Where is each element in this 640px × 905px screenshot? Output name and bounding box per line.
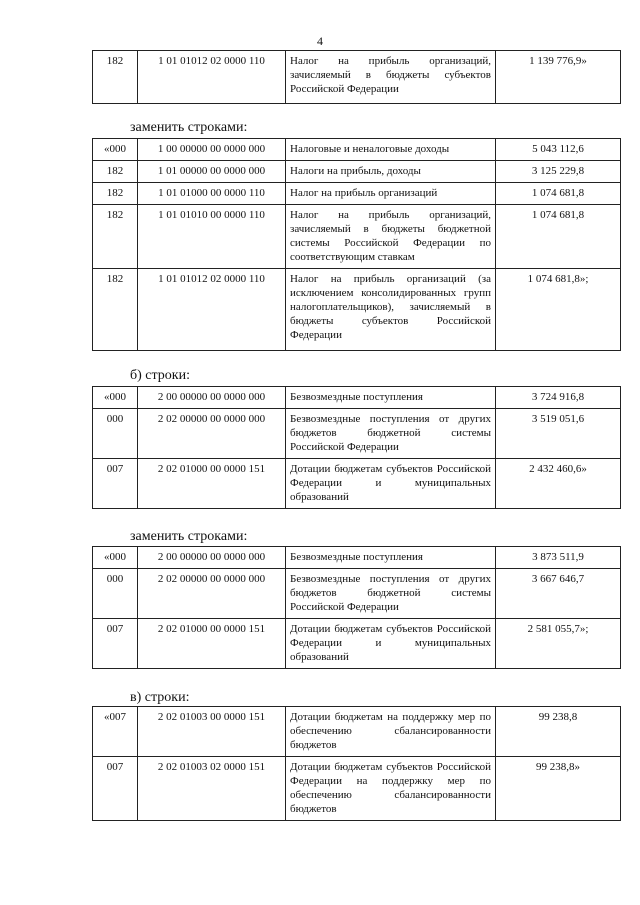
name-cell: Налог на прибыль организаций (за исключением консолидированных групп налогоплательщиков), зачисляемый в бюджеты субъектов Российской Федерации xyxy=(286,269,496,351)
table-section-0 xyxy=(92,50,621,104)
name-cell: Налог на прибыль организаций, зачисляемый в бюджеты субъектов Российской Федерации xyxy=(286,51,496,104)
budget-code-cell: 2 00 00000 00 0000 000 xyxy=(138,547,286,569)
amount-cell: 3 519 051,6 xyxy=(496,409,621,459)
admin-code-cell: 182 xyxy=(93,205,138,269)
budget-code-cell: 2 02 01003 00 0000 151 xyxy=(138,707,286,757)
table-row xyxy=(93,547,621,569)
name-cell: Налог на прибыль организаций xyxy=(286,183,496,205)
amount-cell: 3 125 229,8 xyxy=(496,161,621,183)
table-row xyxy=(93,409,621,459)
budget-code-cell: 2 00 00000 00 0000 000 xyxy=(138,387,286,409)
name-cell: Дотации бюджетам субъектов Российской Федерации на поддержку мер по обеспечению сбалансированности бюджетов xyxy=(286,757,496,821)
table-row xyxy=(93,205,621,269)
amount-cell: 1 074 681,8»; xyxy=(496,269,621,351)
budget-code-cell: 2 02 01000 00 0000 151 xyxy=(138,619,286,669)
table-row xyxy=(93,569,621,619)
amount-cell: 3 873 511,9 xyxy=(496,547,621,569)
amount-cell: 99 238,8 xyxy=(496,707,621,757)
admin-code-cell: «000 xyxy=(93,547,138,569)
budget-code-cell: 1 01 01000 00 0000 110 xyxy=(138,183,286,205)
amount-cell: 1 139 776,9» xyxy=(496,51,621,104)
name-cell: Налог на прибыль организаций, зачисляемый в бюджеты бюджетной системы Российской Федерации по соответствующим ставкам xyxy=(286,205,496,269)
admin-code-cell: 000 xyxy=(93,569,138,619)
budget-code-cell: 2 02 01000 00 0000 151 xyxy=(138,459,286,509)
admin-code-cell: 007 xyxy=(93,459,138,509)
table-section-4 xyxy=(92,706,621,821)
admin-code-cell: 182 xyxy=(93,161,138,183)
name-cell: Дотации бюджетам субъектов Российской Федерации и муниципальных образований xyxy=(286,619,496,669)
admin-code-cell: «007 xyxy=(93,707,138,757)
budget-code-cell: 1 01 01012 02 0000 110 xyxy=(138,51,286,104)
table-row xyxy=(93,619,621,669)
page-number: 4 xyxy=(317,34,323,48)
table-row xyxy=(93,269,621,351)
amount-cell: 2 432 460,6» xyxy=(496,459,621,509)
name-cell: Дотации бюджетам на поддержку мер по обеспечению сбалансированности бюджетов xyxy=(286,707,496,757)
admin-code-cell: «000 xyxy=(93,387,138,409)
budget-code-cell: 2 02 00000 00 0000 000 xyxy=(138,409,286,459)
table-row xyxy=(93,707,621,757)
amount-cell: 3 724 916,8 xyxy=(496,387,621,409)
budget-code-cell: 1 01 01012 02 0000 110 xyxy=(138,269,286,351)
admin-code-cell: 182 xyxy=(93,183,138,205)
name-cell: Безвозмездные поступления от других бюджетов бюджетной системы Российской Федерации xyxy=(286,409,496,459)
section-label: в) строки: xyxy=(130,690,190,705)
amount-cell: 3 667 646,7 xyxy=(496,569,621,619)
budget-code-cell: 2 02 00000 00 0000 000 xyxy=(138,569,286,619)
amount-cell: 1 074 681,8 xyxy=(496,205,621,269)
table-row xyxy=(93,757,621,821)
section-label: заменить строками: xyxy=(130,529,248,544)
table-row xyxy=(93,51,621,104)
table-section-3 xyxy=(92,546,621,669)
section-label: заменить строками: xyxy=(130,120,248,135)
admin-code-cell: 007 xyxy=(93,757,138,821)
name-cell: Безвозмездные поступления xyxy=(286,547,496,569)
amount-cell: 5 043 112,6 xyxy=(496,139,621,161)
amount-cell: 1 074 681,8 xyxy=(496,183,621,205)
admin-code-cell: 182 xyxy=(93,269,138,351)
name-cell: Налоги на прибыль, доходы xyxy=(286,161,496,183)
admin-code-cell: 007 xyxy=(93,619,138,669)
budget-code-cell: 1 00 00000 00 0000 000 xyxy=(138,139,286,161)
table-section-1 xyxy=(92,138,621,351)
table-row xyxy=(93,139,621,161)
name-cell: Безвозмездные поступления от других бюджетов бюджетной системы Российской Федерации xyxy=(286,569,496,619)
table-row xyxy=(93,459,621,509)
name-cell: Безвозмездные поступления xyxy=(286,387,496,409)
budget-code-cell: 1 01 00000 00 0000 000 xyxy=(138,161,286,183)
budget-code-cell: 2 02 01003 02 0000 151 xyxy=(138,757,286,821)
budget-code-cell: 1 01 01010 00 0000 110 xyxy=(138,205,286,269)
amount-cell: 2 581 055,7»; xyxy=(496,619,621,669)
amount-cell: 99 238,8» xyxy=(496,757,621,821)
table-row xyxy=(93,183,621,205)
table-row xyxy=(93,161,621,183)
admin-code-cell: 000 xyxy=(93,409,138,459)
admin-code-cell: «000 xyxy=(93,139,138,161)
admin-code-cell: 182 xyxy=(93,51,138,104)
table-row xyxy=(93,387,621,409)
name-cell: Налоговые и неналоговые доходы xyxy=(286,139,496,161)
table-section-2 xyxy=(92,386,621,509)
name-cell: Дотации бюджетам субъектов Российской Федерации и муниципальных образований xyxy=(286,459,496,509)
section-label: б) строки: xyxy=(130,368,190,383)
